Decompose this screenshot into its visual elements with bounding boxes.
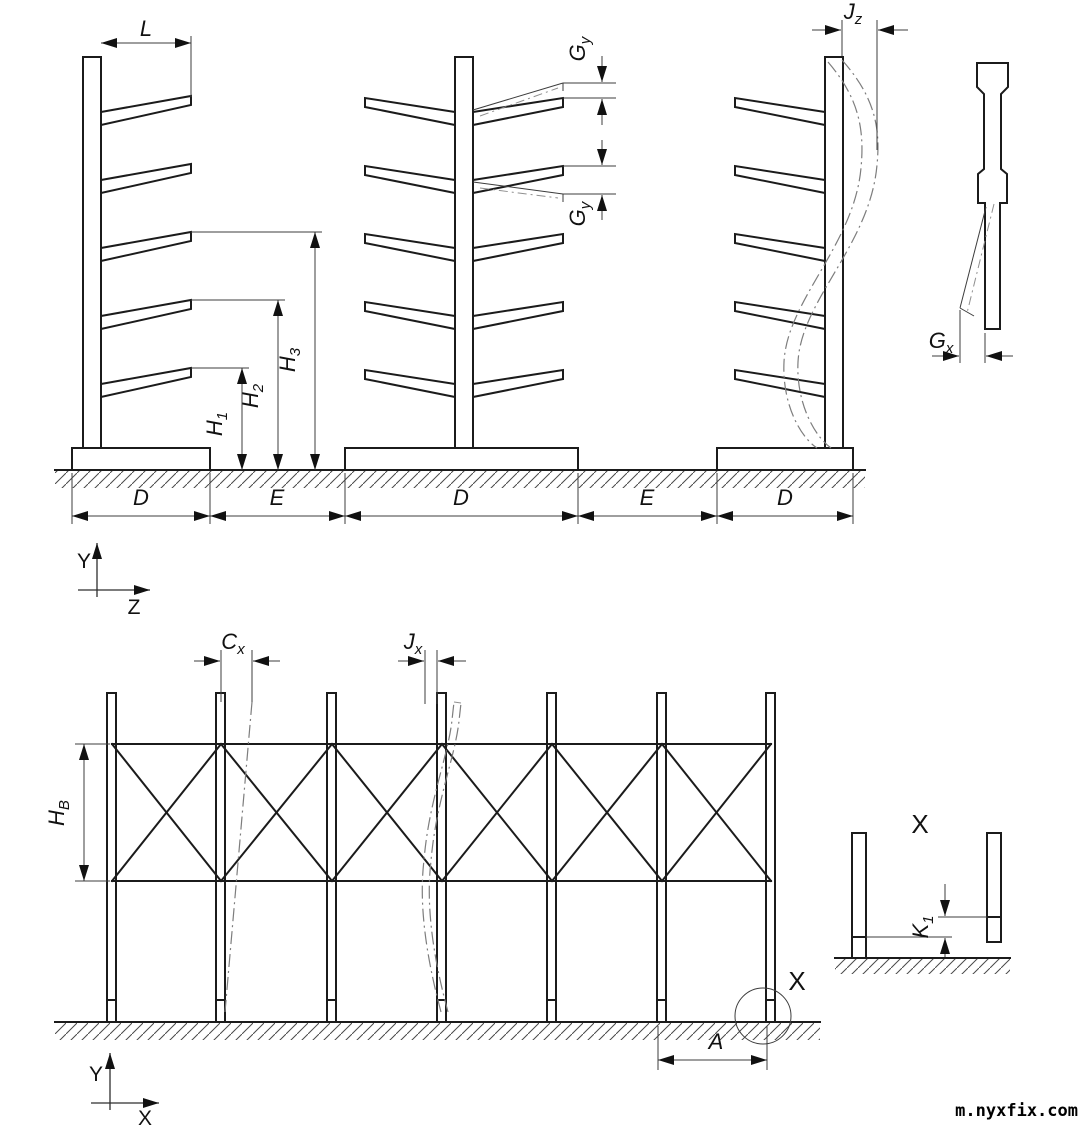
dim-bracing-height (44, 744, 110, 881)
bracing-height-label: $H_B$ (44, 800, 73, 826)
detail-mark-label: X (788, 966, 806, 996)
detail-x-view (835, 809, 1010, 974)
axis-y-label: Y (88, 1063, 104, 1086)
dim-column-tilt (194, 629, 280, 1012)
arm-length-label: L (139, 16, 153, 41)
column-tilt-label: $C_x$ (221, 629, 245, 658)
axis-y-label: Y (76, 550, 92, 573)
front-view (55, 0, 1013, 619)
rack-single-sided (72, 57, 210, 470)
height-3-label: $H_3$ (275, 347, 304, 373)
column-bow-x-label: $J_x$ (403, 629, 423, 658)
depth-d-label: D (777, 485, 793, 510)
ground-side (55, 1022, 820, 1040)
dim-column-bow-x (398, 629, 466, 1012)
axis-indicator-yx (89, 1053, 159, 1128)
depth-d-label: D (453, 485, 469, 510)
column-bow-z-label: $J_z$ (843, 0, 863, 28)
axis-x-label: X (137, 1107, 153, 1128)
rack-bowed-column (717, 57, 878, 470)
arm-side-view-detail (929, 63, 1013, 363)
height-1-label: $H_1$ (202, 411, 231, 437)
axis-z-label: Z (127, 596, 141, 619)
dim-heights (191, 232, 322, 470)
rack-double-sided (345, 57, 578, 470)
down-aisle-view (44, 629, 1010, 1128)
arm-deflection-x-label: $G_x$ (928, 328, 954, 357)
columns-row (107, 693, 775, 1022)
height-2-label: $H_2$ (238, 383, 267, 409)
splice-height-label: $K_1$ (908, 915, 937, 939)
depth-d-label: D (133, 485, 149, 510)
bay-width-label: A (708, 1029, 724, 1054)
aisle-e-label: E (269, 485, 285, 510)
watermark: m.nyxfix.com (955, 1101, 1078, 1121)
dim-arm-length (101, 16, 191, 97)
arm-deflection-y-label: $G_y$ (565, 36, 594, 62)
axis-indicator-yz (77, 543, 150, 619)
aisle-e-label: E (639, 485, 655, 510)
arm-deflection-y-label: $G_y$ (565, 201, 594, 227)
detail-title-label: X (911, 809, 929, 839)
